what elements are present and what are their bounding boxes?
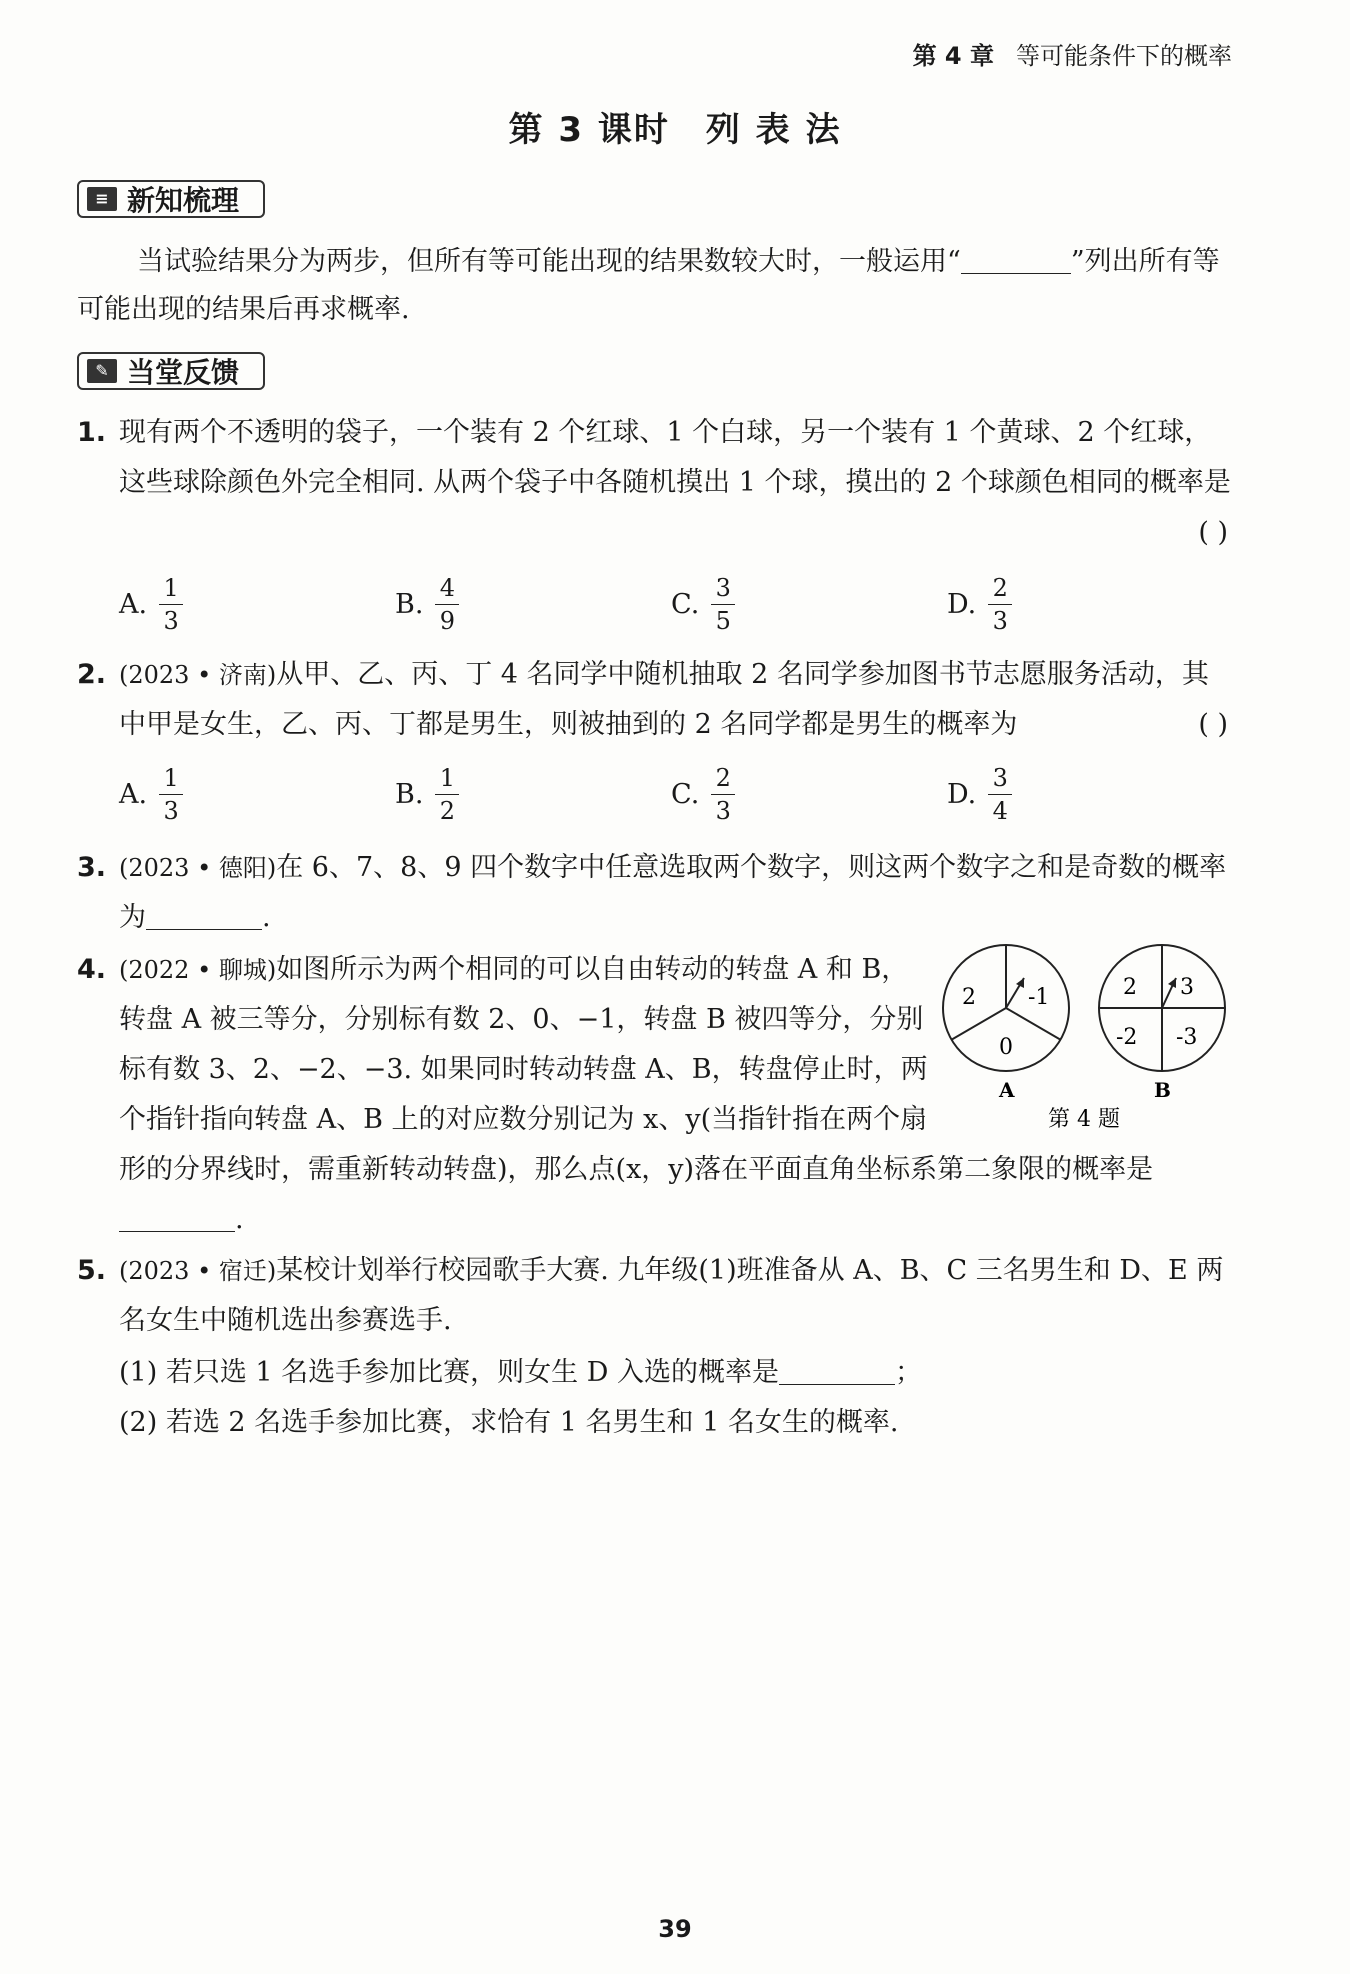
dial-b-value: 2: [1123, 975, 1137, 1000]
question-source: (2022 • 聊城): [119, 956, 277, 984]
question-5: [77, 1246, 1232, 1346]
question-number: 3.: [77, 852, 107, 883]
option-c[interactable]: C. $\frac{3}{5}$: [671, 574, 735, 635]
answer-blank[interactable]: [961, 243, 1071, 274]
dial-b-value: -2: [1116, 1025, 1138, 1050]
question-number: 1.: [77, 417, 107, 448]
option-a[interactable]: A. $\frac{1}{3}$: [119, 574, 183, 635]
dial-b-label: B: [1154, 1078, 1171, 1102]
question-4: 4. (2022 • 聊城)如图所示为两个相同的可以自由转动的转盘 A 和 B，转盘 A 被三等分，分别标有数 2、0、−1，转盘 B 被四等分，分别标有数 3、2、−2、−3. 如果同时转动转盘 A、B，转盘停止时，两个指针指向转盘 A、B 上的对应数分别记为 x、y(当指针指在两个扇形的分界线时，需重新转动转盘)，那么点(x，y)落在平面直角坐标系第二象限的概率是.: [77, 945, 1232, 1245]
section-knowledge-label: 新知梳理: [127, 184, 240, 217]
question-1: [77, 408, 1232, 558]
option-c[interactable]: C. $\frac{2}{3}$: [671, 764, 735, 825]
knowledge-text-after: ”列出所有等可能出现的结果后再求概率.: [77, 246, 1220, 325]
dial-a-value: 0: [999, 1035, 1013, 1060]
dial-a-label: A: [999, 1078, 1015, 1102]
dial-b-value: -3: [1176, 1025, 1198, 1050]
option-b[interactable]: B. $\frac{4}{9}$: [395, 574, 459, 635]
question-number: 4.: [77, 954, 107, 985]
figure-caption: 第 4 题: [1048, 1107, 1120, 1132]
dial-a-value: -1: [1028, 985, 1050, 1010]
spinner-figure: [940, 944, 1240, 1144]
sub-question-text: (2) 若选 2 名选手参加比赛，求恰有 1 名男生和 1 名女生的概率.: [119, 1407, 899, 1438]
section-feedback: [77, 352, 265, 390]
question-source: (2023 • 济南): [119, 661, 277, 689]
option-d[interactable]: D. $\frac{2}{3}$: [947, 574, 1012, 635]
option-b[interactable]: B. $\frac{1}{2}$: [395, 764, 459, 825]
dial-a-value: 2: [962, 985, 976, 1010]
chapter-number: 第 4 章: [912, 42, 994, 70]
answer-paren[interactable]: ( ): [1198, 709, 1228, 740]
option-d[interactable]: D. $\frac{3}{4}$: [947, 764, 1012, 825]
chapter-title: 等可能条件下的概率: [1016, 42, 1232, 70]
answer-paren[interactable]: ( ): [1198, 517, 1228, 548]
question-2: [77, 650, 1232, 750]
lesson-name: 列 表 法: [705, 110, 842, 150]
dial-b-value: 3: [1180, 975, 1194, 1000]
answer-blank[interactable]: [119, 1201, 235, 1232]
sub-question-text: (1) 若只选 1 名选手参加比赛，则女生 D 入选的概率是: [119, 1357, 779, 1388]
book-icon: ≡: [87, 187, 117, 211]
question-5-part-2: [119, 1398, 898, 1448]
answer-blank[interactable]: [146, 899, 262, 930]
question-3: 3. (2023 • 德阳)在 6、7、8、9 四个数字中任意选取两个数字，则这两个数字之和是奇数的概率为 .: [77, 843, 1232, 943]
question-text: 在 6、7、8、9 四个数字中任意选取两个数字，则这两个数字之和是奇数的概率为: [119, 852, 1227, 933]
question-5-part-1: (1) 若只选 1 名选手参加比赛，则女生 D 入选的概率是 ；: [119, 1348, 922, 1398]
option-a[interactable]: A. $\frac{1}{3}$: [119, 764, 183, 825]
knowledge-text: [77, 238, 1227, 334]
chapter-header: [913, 36, 1232, 71]
question-text: 如图所示为两个相同的可以自由转动的转盘 A 和 B，转盘 A 被三等分，分别标有数 2、0、−1，转盘 B 被四等分，分别标有数 3、2、−2、−3. 如果同时转动转盘 A、B，转盘停止时，两个指针指向转盘 A、B 上的对应数分别记为 x、y(当指针指在两个扇形的分界线时，需重新转动转盘)，那么点(x，y)落在平面直角坐标系第二象限的概率是: [119, 954, 1154, 1185]
question-source: (2023 • 德阳): [119, 854, 277, 882]
question-text: 从甲、乙、丙、丁 4 名同学中随机抽取 2 名同学参加图书节志愿服务活动，其中甲是女生，乙、丙、丁都是男生，则被抽到的 2 名同学都是男生的概率为: [119, 659, 1209, 740]
question-number: 2.: [77, 659, 107, 690]
page-number: 39: [658, 1915, 692, 1943]
lesson-title: [0, 102, 1350, 151]
lesson-number: 第 3 课时: [508, 110, 670, 150]
answer-blank[interactable]: [779, 1354, 895, 1385]
question-source: (2023 • 宿迁): [119, 1257, 277, 1285]
question-text: 某校计划举行校园歌手大赛. 九年级(1)班准备从 A、B、C 三名男生和 D、E 两名女生中随机选出参赛选手.: [119, 1255, 1224, 1336]
section-knowledge: [77, 180, 265, 218]
dial-b: [1099, 945, 1225, 1102]
pen-icon: ✎: [87, 359, 117, 383]
knowledge-text-before: 当试验结果分为两步，但所有等可能出现的结果数较大时，一般运用“: [137, 246, 961, 277]
section-feedback-label: 当堂反馈: [127, 356, 240, 389]
question-text: 现有两个不透明的袋子，一个装有 2 个红球、1 个白球，另一个装有 1 个黄球、2 个红球，这些球除颜色外完全相同. 从两个袋子中各随机摸出 1 个球，摸出的 2 个球颜色相同的概率是: [119, 417, 1231, 498]
dial-a: [943, 945, 1069, 1102]
question-number: 5.: [77, 1255, 107, 1286]
